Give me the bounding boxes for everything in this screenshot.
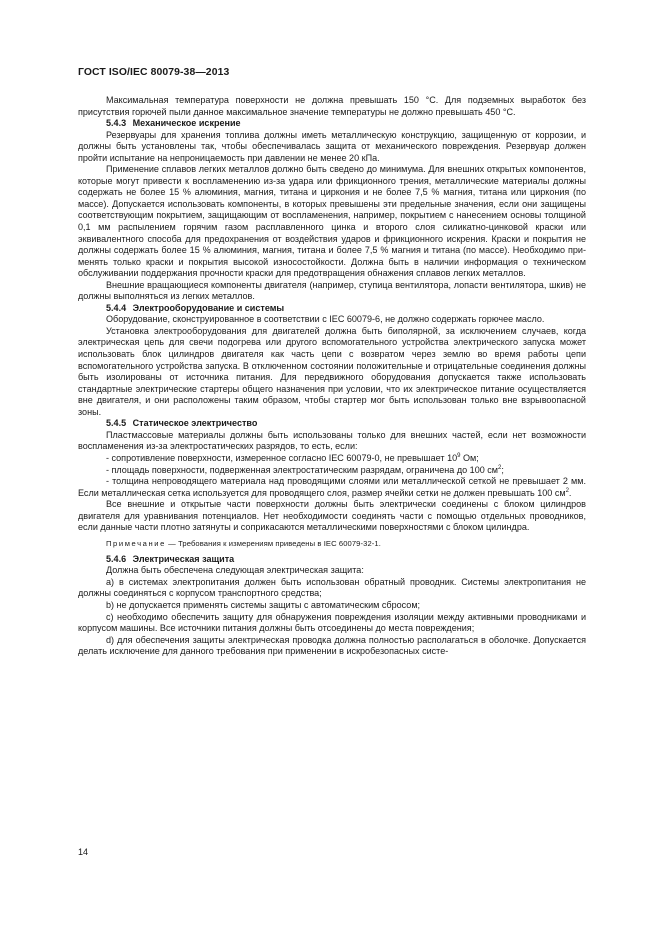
list-item: - толщина непроводящего материала над проводящими слоями или металлической сеткой не превышает 2 мм. Если металлическая сетка используется для проводящего слоя, размер ячейки сетки не должен превышать 100 $см^2$.	[78, 476, 586, 498]
paragraph: Применение сплавов легких металлов должно быть сведено до минимума. Для внешних открытых компонентов, которые могут привести к воспламенению из-за удара или фрикционного трения, металлические материалы должны содержать не более 15 % алюминия, магния, титана и циркония и не более 7,5 % магния, титана или циркония (по массе). Допускается использовать компоненты, в которых превышены эти предельные значения, если они защищены соответствующим покрытием, защищающим от воспламенения, например, покрытием с нанесением основы толщиной 0,1 мм распылением горячим газом расплавленного цинка и второго слоя силикатно-цинковой краски или эквивалентного способа для предохранения от воздействия ударов и фрикционного искрения. Краски и покрытия не должны содержать более 15 % алюминия, магния, титана и более 7,5 % магния и титана (по массе). Необходимо применять только краски и покрытия высокой износостойкости. Должна быть в наличии информация о техническом обслуживании поддержания прочности краски для предотвращения обнажения сплавов легких металлов.	[78, 164, 586, 279]
section-title: Статическое электричество	[132, 418, 258, 429]
list-item: - площадь поверхности, подверженная электростатическим разрядам, ограничена до 100 $см^2$;	[106, 464, 504, 475]
paragraph: Установка электрооборудования для двигателей должна быть биполярной, за исключением случаев, когда электрическая цепь для свечи подогрева или другого вспомогательного устройства электрического запуска может использовать блок цилиндров двигателя как часть цепи с возвратом через землю во время работы цепи вспомогательного устройства запуска. В отключенном состоянии положительные и отрицательные соединения должны быть изолированы от источника питания. Для передвижного оборудования допускается также использовать стандартные электрические стартеры общего назначения при условии, что их электрическое питание осуществляется вне двигателя, и они расположены таким образом, чтобы стартер мог быть использован только вне взрывоопасной зоны.	[78, 325, 586, 417]
paragraph: Должна быть обеспечена следующая электрическая защита:	[106, 565, 364, 576]
document-header: ГОСТ ISO/IEC 80079-38—2013	[78, 67, 230, 78]
paragraph: Внешние вращающиеся компоненты двигателя (например, ступица вентилятора, лопасти вентилятора, шкив) не должны выполняться из легких металлов.	[78, 279, 586, 302]
paragraph: Оборудование, сконструированное в соответствии с IEC 60079-6, не должно содержать горючее масло.	[106, 314, 545, 325]
document-body	[78, 95, 586, 658]
note	[78, 539, 586, 549]
section-heading-5-4-5	[78, 418, 586, 430]
page-number: 14	[78, 847, 89, 857]
paragraph: Все внешние и открытые части поверхности должны быть электрически соединены с блоком цилиндров двигателя для уравнивания потенциалов. Нет необходимости соединять части с помощью отдельных проводников, если данные части плотно затянуты и соприкасаются металлическими поверхностями с блоком цилиндра.	[78, 499, 586, 533]
list-item: - сопротивление поверхности, измеренное согласно IEC 60079-0, не превышает $10^9$ Ом;	[106, 452, 479, 463]
paragraph: Пластмассовые материалы должны быть использованы только для внешних частей, если нет возможности воспламенения из-за электростатических разрядов, то есть, если:	[78, 429, 586, 452]
section-title: Электрическая защита	[132, 553, 235, 564]
list-item-d: d) для обеспечения защиты электрическая проводка должна полностью располагаться в оболочке. Допускается делать исключение для данного требования при применении в искробезопасных систе-	[78, 634, 586, 657]
section-title: Механическое искрение	[132, 118, 241, 129]
section-number: 5.4.3	[106, 118, 127, 129]
paragraph-intro: Максимальная температура поверхности не должна превышать 150 °С. Для подземных выработок без присутствия горючей пыли данное максимальное значение температуры не должно превышать 450 °С.	[78, 95, 586, 117]
note-label: Примечание	[106, 538, 166, 548]
section-heading-5-4-3	[78, 118, 586, 130]
paragraph: Резервуары для хранения топлива должны иметь металлическую конструкцию, защищенную от коррозии, и должны быть установлены так, чтобы обеспечивалась защита от механического повреждения. Резервуар должен пройти испытание на непроницаемость при давлении не менее 20 кПа.	[78, 129, 586, 163]
list-item-c: с) необходимо обеспечить защиту для обнаружения повреждения изоляции между активными проводниками и корпусом машины. Все источники питания должны быть отсоединены до места повреждения;	[78, 611, 586, 634]
section-number: 5.4.5	[106, 418, 127, 429]
list-item-b: b) не допускается применять системы защиты с автоматическим сбросом;	[106, 599, 421, 610]
section-heading-5-4-6	[78, 554, 586, 566]
section-number: 5.4.4	[106, 302, 127, 313]
list-item-a: а) в системах электропитания должен быть использован обратный проводник. Системы электропитания не должны соединяться с корпусом транспортного средства;	[78, 576, 586, 599]
section-heading-5-4-4	[78, 303, 586, 315]
section-number: 5.4.6	[106, 553, 127, 564]
section-title: Электрооборудование и системы	[132, 302, 285, 313]
note-text: — Требования к измерениям приведены в IEC 60079-32-1.	[165, 538, 381, 548]
